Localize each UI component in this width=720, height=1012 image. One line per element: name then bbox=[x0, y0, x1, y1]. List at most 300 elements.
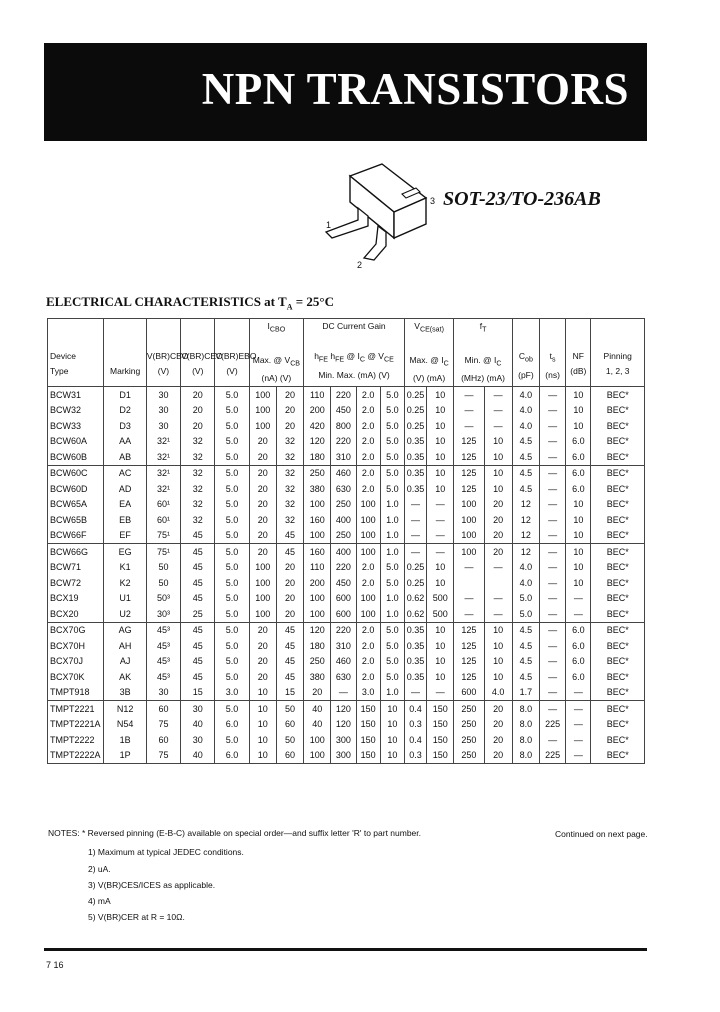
table-cell: 10 bbox=[249, 732, 276, 748]
table-cell: 4.5 bbox=[512, 449, 539, 465]
table-cell: 45 bbox=[181, 560, 215, 576]
table-cell: — bbox=[484, 591, 512, 607]
device-cell: BCX19 bbox=[48, 591, 104, 607]
table-cell: 5.0 bbox=[380, 418, 404, 434]
table-cell: 20 bbox=[276, 606, 303, 622]
table-cell: 45³ bbox=[146, 638, 180, 654]
table-cell: — bbox=[540, 512, 566, 528]
table-row bbox=[48, 528, 645, 544]
table-cell: 250 bbox=[454, 701, 484, 717]
table-cell: 420 bbox=[304, 418, 331, 434]
header-device: Device Type bbox=[48, 319, 104, 387]
table-cell: 100 bbox=[304, 497, 331, 513]
table-cell: BEC* bbox=[591, 497, 645, 513]
table-cell: — bbox=[454, 387, 484, 403]
table-cell: 5.0 bbox=[215, 528, 249, 544]
table-cell: 10 bbox=[427, 387, 454, 403]
table-row bbox=[48, 669, 645, 685]
table-cell: 225 bbox=[540, 717, 566, 733]
table-cell: 300 bbox=[331, 748, 356, 764]
table-cell: 40 bbox=[181, 717, 215, 733]
table-cell: 20 bbox=[484, 732, 512, 748]
table-cell: BEC* bbox=[591, 654, 645, 670]
table-cell: 4.0 bbox=[512, 387, 539, 403]
table-cell: 5.0 bbox=[215, 669, 249, 685]
table-row bbox=[48, 387, 645, 403]
table-cell: 0.4 bbox=[404, 732, 426, 748]
table-row bbox=[48, 544, 645, 560]
table-cell: 4.5 bbox=[512, 434, 539, 450]
table-cell: 5.0 bbox=[380, 654, 404, 670]
table-cell: 5.0 bbox=[215, 497, 249, 513]
table-cell: 0.35 bbox=[404, 669, 426, 685]
table-cell: — bbox=[454, 403, 484, 419]
table-cell: 32¹ bbox=[146, 449, 180, 465]
table-cell: 300 bbox=[331, 732, 356, 748]
pin-1-label: 1 bbox=[326, 220, 332, 230]
table-cell: BEC* bbox=[591, 748, 645, 764]
table-cell: 20 bbox=[249, 465, 276, 481]
table-cell: 15 bbox=[181, 685, 215, 701]
table-cell: 10 bbox=[484, 669, 512, 685]
table-cell: — bbox=[427, 512, 454, 528]
table-row bbox=[48, 748, 645, 764]
table-cell: 45³ bbox=[146, 622, 180, 638]
table-cell: — bbox=[540, 465, 566, 481]
table-cell: 32 bbox=[276, 481, 303, 497]
table-cell: 32 bbox=[181, 481, 215, 497]
device-cell: BCX70G bbox=[48, 622, 104, 638]
table-cell: — bbox=[540, 528, 566, 544]
table-cell: 12 bbox=[512, 528, 539, 544]
table-cell: 1.0 bbox=[380, 544, 404, 560]
table-cell: 100 bbox=[249, 591, 276, 607]
table-cell: 4.5 bbox=[512, 465, 539, 481]
table-cell: 10 bbox=[566, 544, 591, 560]
table-cell: 100 bbox=[304, 748, 331, 764]
table-cell: 30³ bbox=[146, 606, 180, 622]
table-cell: K1 bbox=[104, 560, 146, 576]
table-cell: 2.0 bbox=[356, 449, 380, 465]
table-cell: 5.0 bbox=[215, 544, 249, 560]
table-cell: 120 bbox=[331, 717, 356, 733]
table-cell: 2.0 bbox=[356, 669, 380, 685]
device-cell: BCX70H bbox=[48, 638, 104, 654]
table-cell: 10 bbox=[566, 387, 591, 403]
table-cell: AJ bbox=[104, 654, 146, 670]
table-cell: 2.0 bbox=[356, 560, 380, 576]
table-cell: 3.0 bbox=[215, 685, 249, 701]
table-cell: 20 bbox=[249, 528, 276, 544]
table-cell: 20 bbox=[276, 387, 303, 403]
table-cell: 125 bbox=[454, 465, 484, 481]
header-dc-current-gain: DC Current Gain $h_{FE}$ $h_{FE}$ @ $I_C$ @ $V_{CE}$ Min. Max. (mA) (V) bbox=[304, 319, 405, 387]
table-cell: 6.0 bbox=[566, 449, 591, 465]
table-cell: 40 bbox=[304, 701, 331, 717]
table-cell: 1.0 bbox=[380, 591, 404, 607]
table-cell: 0.25 bbox=[404, 560, 426, 576]
table-cell: 32 bbox=[276, 449, 303, 465]
table-cell: 120 bbox=[331, 701, 356, 717]
table-cell: 500 bbox=[427, 591, 454, 607]
table-cell: 4.5 bbox=[512, 669, 539, 685]
device-cell: BCW66F bbox=[48, 528, 104, 544]
table-cell: 75 bbox=[146, 717, 180, 733]
table-cell: 160 bbox=[304, 512, 331, 528]
table-cell: 5.0 bbox=[215, 654, 249, 670]
table-cell: 6.0 bbox=[215, 717, 249, 733]
table-cell: 6.0 bbox=[566, 465, 591, 481]
table-cell: 460 bbox=[331, 654, 356, 670]
table-cell: AA bbox=[104, 434, 146, 450]
table-cell: 45 bbox=[276, 528, 303, 544]
table-cell: 10 bbox=[427, 465, 454, 481]
device-cell: BCW31 bbox=[48, 387, 104, 403]
table-cell: — bbox=[484, 418, 512, 434]
table-header bbox=[48, 319, 645, 387]
table-cell: BEC* bbox=[591, 701, 645, 717]
table-cell: BEC* bbox=[591, 387, 645, 403]
table-cell: 8.0 bbox=[512, 701, 539, 717]
table-cell: 5.0 bbox=[215, 403, 249, 419]
table-cell: 45 bbox=[276, 544, 303, 560]
table-cell: BEC* bbox=[591, 685, 645, 701]
table-cell: 50 bbox=[146, 575, 180, 591]
table-cell: 20 bbox=[276, 575, 303, 591]
table-cell: 30 bbox=[146, 685, 180, 701]
header-icbo: $I_{CBO}$ Max. @ $V_{CB}$ (nA) (V) bbox=[249, 319, 303, 387]
table-cell: 6.0 bbox=[566, 622, 591, 638]
table-cell: — bbox=[540, 669, 566, 685]
table-cell: — bbox=[540, 481, 566, 497]
table-cell: 20 bbox=[249, 497, 276, 513]
table-cell: BEC* bbox=[591, 544, 645, 560]
pin-2-label: 2 bbox=[357, 260, 363, 270]
table-cell: N12 bbox=[104, 701, 146, 717]
table-cell: 50 bbox=[146, 560, 180, 576]
table-cell: 10 bbox=[484, 434, 512, 450]
table-cell: 45 bbox=[181, 575, 215, 591]
table-cell: — bbox=[540, 622, 566, 638]
table-cell: 180 bbox=[304, 449, 331, 465]
table-cell: 220 bbox=[331, 387, 356, 403]
table-cell: 10 bbox=[566, 403, 591, 419]
table-cell: BEC* bbox=[591, 717, 645, 733]
table-cell: 20 bbox=[484, 512, 512, 528]
table-cell: 20 bbox=[276, 403, 303, 419]
table-cell: 100 bbox=[249, 418, 276, 434]
table-cell: 10 bbox=[427, 622, 454, 638]
table-cell: BEC* bbox=[591, 732, 645, 748]
table-cell: — bbox=[540, 591, 566, 607]
table-cell: BEC* bbox=[591, 669, 645, 685]
table-cell: 5.0 bbox=[215, 622, 249, 638]
table-cell: 32 bbox=[276, 497, 303, 513]
table-cell: 5.0 bbox=[380, 387, 404, 403]
table-cell: 30 bbox=[146, 403, 180, 419]
table-cell: 20 bbox=[181, 418, 215, 434]
table-cell: 100 bbox=[304, 528, 331, 544]
table-cell: 1.7 bbox=[512, 685, 539, 701]
table-cell: 100 bbox=[454, 512, 484, 528]
table-cell: 60¹ bbox=[146, 497, 180, 513]
table-cell: 5.0 bbox=[380, 560, 404, 576]
note-item: 1) Maximum at typical JEDEC conditions. bbox=[88, 847, 244, 857]
device-cell: BCW33 bbox=[48, 418, 104, 434]
table-cell: — bbox=[404, 497, 426, 513]
table-cell: 250 bbox=[331, 528, 356, 544]
table-cell: 125 bbox=[454, 622, 484, 638]
table-cell: 10 bbox=[484, 654, 512, 670]
table-cell: 15 bbox=[276, 685, 303, 701]
table-cell: 5.0 bbox=[380, 638, 404, 654]
table-cell: 150 bbox=[427, 748, 454, 764]
table-cell: 5.0 bbox=[215, 449, 249, 465]
table-cell: 0.25 bbox=[404, 387, 426, 403]
header-marking: Marking bbox=[104, 319, 146, 387]
table-cell: 2.0 bbox=[356, 654, 380, 670]
device-cell: BCW32 bbox=[48, 403, 104, 419]
table-cell: 20 bbox=[249, 622, 276, 638]
table-cell: 4.0 bbox=[484, 685, 512, 701]
table-cell: 12 bbox=[512, 497, 539, 513]
device-cell: BCW60B bbox=[48, 449, 104, 465]
table-cell: — bbox=[427, 528, 454, 544]
table-cell: BEC* bbox=[591, 560, 645, 576]
table-cell: 30 bbox=[181, 732, 215, 748]
table-cell: 100 bbox=[249, 403, 276, 419]
table-cell: 45 bbox=[181, 638, 215, 654]
table-cell: 10 bbox=[484, 481, 512, 497]
table-cell: 32¹ bbox=[146, 434, 180, 450]
note-item: 5) V(BR)CER at R = 10Ω. bbox=[88, 912, 185, 922]
table-cell: 10 bbox=[380, 748, 404, 764]
table-cell: 150 bbox=[356, 732, 380, 748]
table-cell: 10 bbox=[427, 418, 454, 434]
device-cell: BCW60A bbox=[48, 434, 104, 450]
table-cell: 4.0 bbox=[512, 403, 539, 419]
device-cell: BCX70K bbox=[48, 669, 104, 685]
table-cell: 5.0 bbox=[215, 606, 249, 622]
table-cell: 125 bbox=[454, 434, 484, 450]
table-cell: 450 bbox=[331, 403, 356, 419]
table-cell: 20 bbox=[249, 449, 276, 465]
table-cell: — bbox=[540, 544, 566, 560]
table-cell: 50 bbox=[276, 732, 303, 748]
table-cell: 60¹ bbox=[146, 512, 180, 528]
table-cell: 32 bbox=[181, 497, 215, 513]
table-row bbox=[48, 654, 645, 670]
table-cell: EA bbox=[104, 497, 146, 513]
table-cell: 10 bbox=[427, 669, 454, 685]
table-cell: 0.62 bbox=[404, 591, 426, 607]
table-cell: 220 bbox=[331, 434, 356, 450]
table-cell: 20 bbox=[181, 403, 215, 419]
table-cell: 10 bbox=[566, 575, 591, 591]
table-cell: 12 bbox=[512, 544, 539, 560]
table-cell: 250 bbox=[454, 732, 484, 748]
title-banner bbox=[44, 43, 647, 141]
table-cell: 0.25 bbox=[404, 403, 426, 419]
table-cell: 60 bbox=[146, 701, 180, 717]
table-cell: 250 bbox=[454, 748, 484, 764]
table-row bbox=[48, 418, 645, 434]
section-title: ELECTRICAL CHARACTERISTICS at $T_A = 25^\circ C$ bbox=[46, 294, 334, 312]
table-cell: — bbox=[454, 418, 484, 434]
table-cell: 380 bbox=[304, 481, 331, 497]
table-cell: AD bbox=[104, 481, 146, 497]
table-cell: 2.0 bbox=[356, 481, 380, 497]
table-cell: BEC* bbox=[591, 418, 645, 434]
table-cell: 20 bbox=[484, 497, 512, 513]
table-cell: 125 bbox=[454, 449, 484, 465]
footer-rule bbox=[44, 948, 647, 951]
table-cell: 20 bbox=[249, 481, 276, 497]
device-cell: BCW65B bbox=[48, 512, 104, 528]
header-vbr-cbo: V(BR)CBO (V) bbox=[146, 319, 180, 387]
table-cell: BEC* bbox=[591, 449, 645, 465]
table-cell: BEC* bbox=[591, 403, 645, 419]
table-cell bbox=[484, 575, 512, 591]
table-cell: — bbox=[427, 685, 454, 701]
table-cell: 150 bbox=[356, 717, 380, 733]
table-cell: 4.0 bbox=[512, 575, 539, 591]
table-cell: — bbox=[484, 606, 512, 622]
table-cell: 10 bbox=[427, 449, 454, 465]
table-cell: 5.0 bbox=[215, 512, 249, 528]
table-cell: AC bbox=[104, 465, 146, 481]
note-item: 3) V(BR)CES/ICES as applicable. bbox=[88, 880, 216, 890]
table-cell: 4.5 bbox=[512, 481, 539, 497]
table-cell: — bbox=[484, 403, 512, 419]
table-cell: 10 bbox=[249, 748, 276, 764]
sot23-package-drawing bbox=[320, 158, 440, 278]
table-cell: 10 bbox=[380, 717, 404, 733]
table-cell: 45 bbox=[181, 622, 215, 638]
table-cell: 200 bbox=[304, 575, 331, 591]
table-cell: 8.0 bbox=[512, 748, 539, 764]
table-cell: — bbox=[540, 403, 566, 419]
table-cell: 20 bbox=[249, 512, 276, 528]
table-cell: 5.0 bbox=[215, 387, 249, 403]
table-cell: — bbox=[404, 685, 426, 701]
table-cell: — bbox=[540, 418, 566, 434]
table-cell: 32 bbox=[276, 465, 303, 481]
table-cell: 20 bbox=[249, 638, 276, 654]
table-cell: 4.5 bbox=[512, 638, 539, 654]
table-cell: 25 bbox=[181, 606, 215, 622]
table-cell: 200 bbox=[304, 403, 331, 419]
table-cell: — bbox=[540, 449, 566, 465]
table-cell: 100 bbox=[356, 512, 380, 528]
table-cell: — bbox=[404, 512, 426, 528]
table-cell: 3.0 bbox=[356, 685, 380, 701]
table-cell: 1.0 bbox=[380, 606, 404, 622]
table-cell: 100 bbox=[356, 606, 380, 622]
table-cell: 60 bbox=[276, 748, 303, 764]
table-cell: 10 bbox=[427, 560, 454, 576]
table-cell: 100 bbox=[249, 606, 276, 622]
table-cell: 800 bbox=[331, 418, 356, 434]
table-row bbox=[48, 606, 645, 622]
table-cell: — bbox=[540, 685, 566, 701]
table-cell: 100 bbox=[304, 606, 331, 622]
continued-note: Continued on next page. bbox=[555, 829, 648, 839]
table-cell: 20 bbox=[484, 544, 512, 560]
table-cell: 100 bbox=[454, 528, 484, 544]
table-cell: 50 bbox=[276, 701, 303, 717]
table-cell: 0.35 bbox=[404, 434, 426, 450]
table-cell: 4.5 bbox=[512, 654, 539, 670]
table-cell: 5.0 bbox=[380, 465, 404, 481]
table-cell: 60 bbox=[276, 717, 303, 733]
table-cell: 100 bbox=[249, 575, 276, 591]
table-cell: D1 bbox=[104, 387, 146, 403]
table-cell: 10 bbox=[427, 481, 454, 497]
table-cell: 5.0 bbox=[380, 449, 404, 465]
header-vbr-ebo: V(BR)EBO (V) bbox=[215, 319, 249, 387]
table-cell: 20 bbox=[484, 748, 512, 764]
device-cell: BCW66G bbox=[48, 544, 104, 560]
table-cell: 32 bbox=[181, 512, 215, 528]
table-cell: 6.0 bbox=[566, 638, 591, 654]
table-cell: 5.0 bbox=[215, 418, 249, 434]
table-cell: 10 bbox=[427, 654, 454, 670]
table-cell: 32 bbox=[276, 512, 303, 528]
table-cell: 20 bbox=[249, 434, 276, 450]
table-row bbox=[48, 717, 645, 733]
table-row bbox=[48, 403, 645, 419]
table-cell: 45 bbox=[276, 622, 303, 638]
table-cell: 250 bbox=[304, 654, 331, 670]
table-cell: 100 bbox=[454, 544, 484, 560]
table-cell: 10 bbox=[566, 560, 591, 576]
table-cell: — bbox=[484, 387, 512, 403]
table-cell: 6.0 bbox=[566, 434, 591, 450]
table-cell: 120 bbox=[304, 434, 331, 450]
table-cell: 220 bbox=[331, 622, 356, 638]
table-cell: 310 bbox=[331, 638, 356, 654]
table-cell: 180 bbox=[304, 638, 331, 654]
table-cell: 100 bbox=[304, 591, 331, 607]
table-row bbox=[48, 481, 645, 497]
table-cell: BEC* bbox=[591, 575, 645, 591]
table-cell: D3 bbox=[104, 418, 146, 434]
table-cell: 2.0 bbox=[356, 575, 380, 591]
pin-3-label: 3 bbox=[430, 196, 436, 206]
table-cell: 20 bbox=[276, 591, 303, 607]
table-cell: 5.0 bbox=[380, 481, 404, 497]
electrical-characteristics-table bbox=[47, 318, 645, 764]
table-cell: 20 bbox=[249, 544, 276, 560]
page-number: 7 16 bbox=[46, 960, 64, 970]
table-cell: — bbox=[484, 560, 512, 576]
table-cell: 600 bbox=[331, 606, 356, 622]
table-cell: 8.0 bbox=[512, 732, 539, 748]
table-cell: 6.0 bbox=[566, 654, 591, 670]
table-cell: 120 bbox=[304, 622, 331, 638]
table-row bbox=[48, 622, 645, 638]
table-cell: — bbox=[427, 544, 454, 560]
table-cell: 125 bbox=[454, 654, 484, 670]
table-cell: 5.0 bbox=[215, 638, 249, 654]
table-cell: — bbox=[540, 654, 566, 670]
table-cell: 0.35 bbox=[404, 654, 426, 670]
table-cell: 380 bbox=[304, 669, 331, 685]
table-cell: 100 bbox=[454, 497, 484, 513]
header-cob: $C_{ob}$ (pF) bbox=[512, 319, 539, 387]
table-cell: 5.0 bbox=[512, 591, 539, 607]
